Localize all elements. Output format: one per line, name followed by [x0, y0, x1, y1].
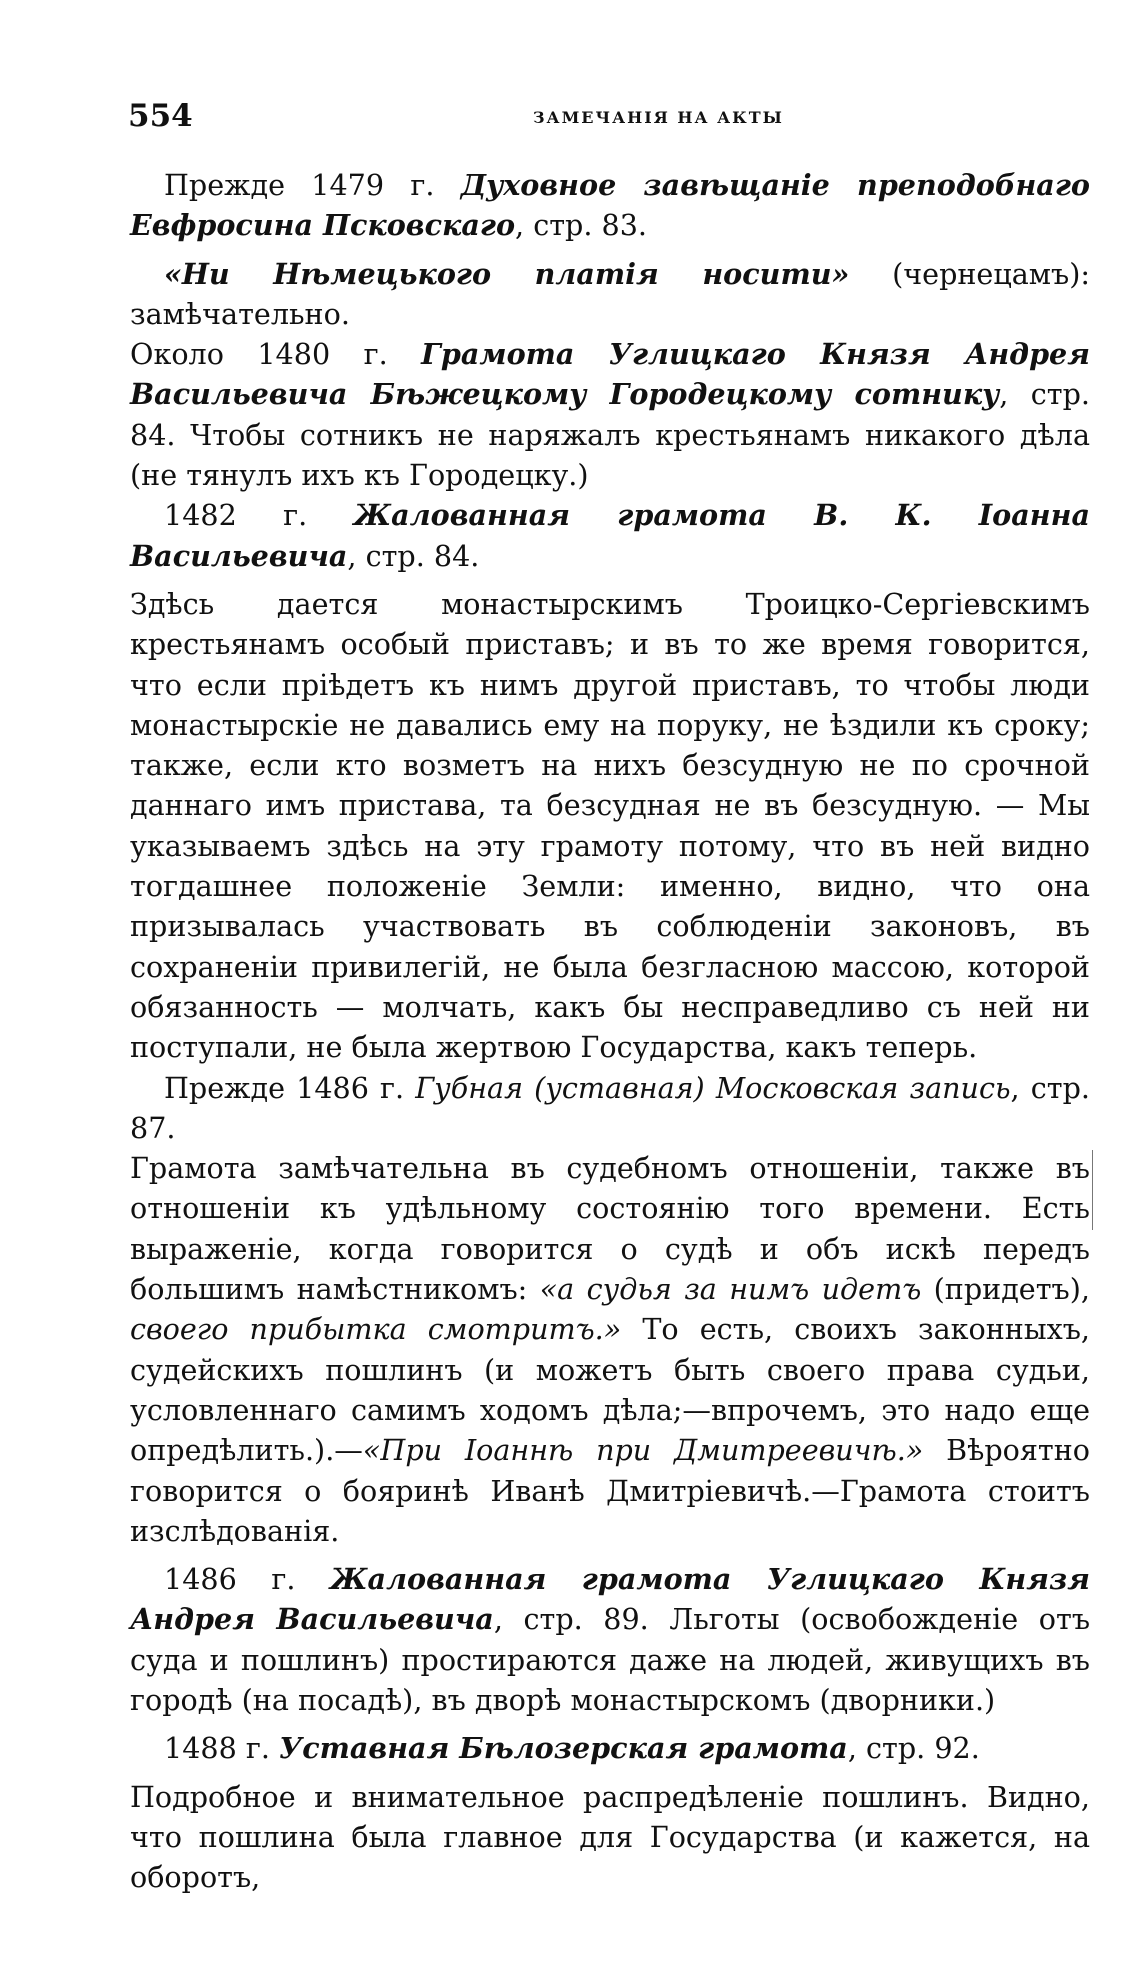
- entry-1480: [130, 334, 1090, 495]
- commentary-paragraph: Здѣсь дается монастырскимъ Троицко-Сергіевскимъ крестьянамъ особый приставъ; и въ то же время говорится, что если пріѣдетъ къ нимъ другой приставъ, то чтобы люди монастырскіе не давались ему на поруку, не ѣздили къ сроку; также, если кто возметъ на нихъ безсудную не по срочной даннаго имъ пристава, та безсудная не въ безсудную. — Мы указываемъ здѣсь на эту грамоту потому, что въ ней видно тогдашнее положеніе Земли: именно, видно, что она призывалась участвовать въ соблюденіи законовъ, въ сохраненіи привилегій, не была безгласною массою, которой обязанность — молчать, какъ бы несправедливо съ ней ни поступали, не была жертвою Государства, какъ теперь.: [130, 586, 1090, 1065]
- document-title: Грамота Углицкаго Князя Андрея Васильевича Бѣжецкому Городецкому сотнику: [130, 337, 1091, 412]
- page-body: [130, 165, 1090, 1897]
- paragraph-text: (чернецамъ): замѣчательно.: [130, 256, 1091, 331]
- commentary-paragraph-3: Подробное и внимательное распредѣленіе пошлинъ. Видно, что пошлина была главное для Государства (и кажется, на оборотъ,: [130, 1779, 1090, 1895]
- document-title: Губная (уставная) Московская запись: [415, 1070, 1011, 1105]
- document-title: Жалованная грамота В. К. Іоанна Васильевича: [130, 498, 1090, 573]
- paragraph-text: (придетъ),: [921, 1272, 1090, 1307]
- commentary-paragraph-2: [130, 1148, 1090, 1551]
- page-number: 554: [128, 98, 193, 134]
- entry-date: Прежде 1486 г.: [164, 1070, 416, 1105]
- quoted-phrase: своего прибытка смотритъ.»: [130, 1312, 622, 1347]
- paragraph-text: То есть, своихъ законныхъ, судейскихъ пошлинъ (и можетъ быть своего права судьи, условленнаго самимъ ходомъ дѣла;—впрочемъ, это надо еще опредѣлить.).—: [130, 1312, 1090, 1468]
- entry-1486-before: [130, 1068, 1090, 1149]
- entry-text: , стр. 89. Льготы (освобожденіе отъ суда и пошлинъ) простираются даже на людей, живущихъ въ городѣ (на посадѣ), въ дворѣ монастырскомъ (дворники.): [130, 1602, 1091, 1717]
- document-title: Жалованная грамота Углицкаго Князя Андрея Васильевича: [130, 1562, 1090, 1637]
- entry-date: 1482 г.: [164, 498, 354, 533]
- entry-reference: , стр. 87.: [130, 1070, 1090, 1145]
- entry-text: , стр. 84. Чтобы сотникъ не наряжалъ крестьянамъ никакого дѣла (не тянулъ ихъ къ Городецку.): [130, 377, 1091, 493]
- entry-reference: , стр. 84.: [347, 538, 480, 573]
- paragraph-text: Грамота замѣчательна въ судебномъ отношеніи, также въ отношеніи къ удѣльному состоянію того времени. Есть выраженіе, когда говорится о судѣ и объ искѣ передъ большимъ намѣстникомъ:: [130, 1151, 1090, 1307]
- paragraph-text: Вѣроятно говорится о бояринѣ Иванѣ Дмитріевичѣ.—Грамота стоитъ изслѣдованія.: [130, 1433, 1090, 1548]
- entry-1488: [130, 1728, 1090, 1768]
- running-head: ЗАМЕЧАНІЯ НА АКТЫ: [533, 108, 784, 127]
- entry-1479: [130, 165, 1090, 246]
- document-title: Духовное завѣщаніе преподобнаго Евфросина Псковскаго: [130, 168, 1090, 243]
- margin-rule: [1092, 1150, 1093, 1230]
- entry-reference: , стр. 83.: [515, 208, 647, 243]
- quoted-phrase: «Ни Нѣмецького платія носити»: [164, 256, 850, 291]
- entry-1486: [130, 1559, 1090, 1720]
- entry-date: 1488 г.: [164, 1731, 280, 1766]
- quote-paragraph: [130, 254, 1090, 335]
- entry-reference: , стр. 92.: [847, 1731, 980, 1766]
- entry-date: Около 1480 г.: [130, 337, 422, 372]
- quoted-phrase: «а судья за нимъ идетъ: [539, 1272, 922, 1307]
- quoted-phrase: «При Іоаннѣ при Дмитреевичѣ.»: [362, 1433, 924, 1468]
- entry-date: Прежде 1479 г.: [164, 168, 461, 202]
- entry-1482: [130, 495, 1090, 576]
- entry-date: 1486 г.: [164, 1562, 331, 1597]
- document-title: Уставная Бѣлозерская грамота: [279, 1731, 848, 1766]
- page-header: [128, 98, 1083, 138]
